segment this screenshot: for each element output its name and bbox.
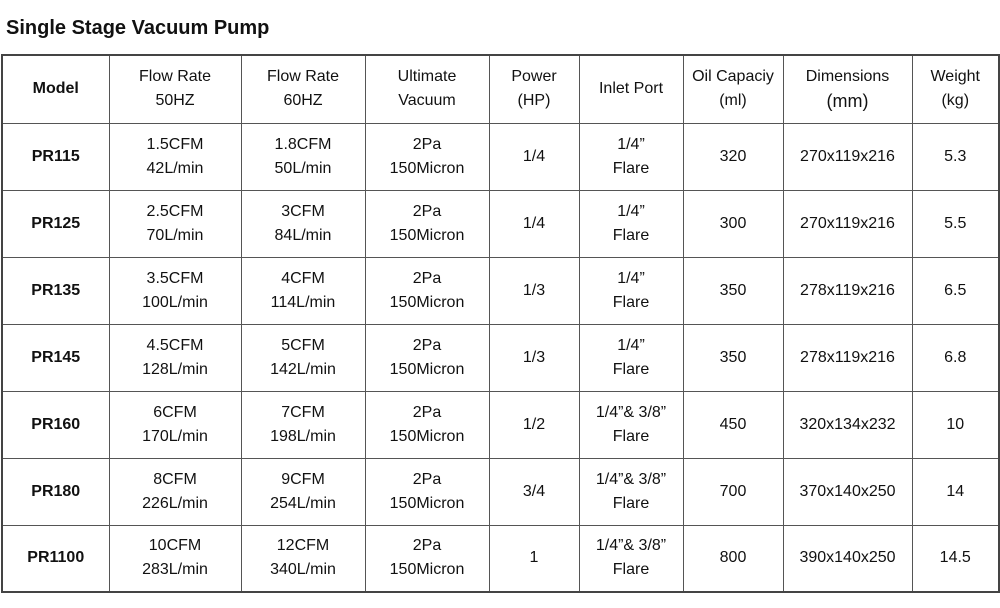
cell-flow-60hz: 4CFM 114L/min [241, 257, 365, 324]
cell-inlet-port: 1/4”& 3/8” Flare [579, 525, 683, 592]
cell-power: 1 [489, 525, 579, 592]
cell-oil-capacity: 700 [683, 458, 783, 525]
header-power: Power (HP) [489, 55, 579, 123]
cell-inlet-port: 1/4”& 3/8” Flare [579, 458, 683, 525]
cell-flow-50hz: 6CFM 170L/min [109, 391, 241, 458]
table-row [2, 525, 999, 592]
cell-ultimate-vacuum: 2Pa 150Micron [365, 458, 489, 525]
cell-dimensions: 278x119x216 [783, 257, 912, 324]
cell-dimensions: 270x119x216 [783, 123, 912, 190]
cell-dimensions: 390x140x250 [783, 525, 912, 592]
cell-flow-60hz: 7CFM 198L/min [241, 391, 365, 458]
header-weight: Weight (kg) [912, 55, 999, 123]
header-ultimate-vacuum: Ultimate Vacuum [365, 55, 489, 123]
cell-weight: 5.5 [912, 190, 999, 257]
table-row [2, 391, 999, 458]
cell-model: PR115 [2, 123, 109, 190]
cell-model: PR160 [2, 391, 109, 458]
cell-flow-60hz: 1.8CFM 50L/min [241, 123, 365, 190]
cell-power: 1/3 [489, 324, 579, 391]
table-row [2, 123, 999, 190]
cell-model: PR135 [2, 257, 109, 324]
cell-oil-capacity: 350 [683, 257, 783, 324]
cell-oil-capacity: 450 [683, 391, 783, 458]
cell-weight: 10 [912, 391, 999, 458]
cell-dimensions: 320x134x232 [783, 391, 912, 458]
cell-model: PR1100 [2, 525, 109, 592]
table-row [2, 257, 999, 324]
cell-weight: 6.8 [912, 324, 999, 391]
cell-weight: 14.5 [912, 525, 999, 592]
cell-ultimate-vacuum: 2Pa 150Micron [365, 324, 489, 391]
page-title: Single Stage Vacuum Pump [6, 17, 270, 39]
cell-power: 3/4 [489, 458, 579, 525]
cell-oil-capacity: 320 [683, 123, 783, 190]
spec-table [1, 54, 1000, 593]
cell-dimensions: 270x119x216 [783, 190, 912, 257]
cell-flow-60hz: 5CFM 142L/min [241, 324, 365, 391]
table-row [2, 324, 999, 391]
cell-power: 1/3 [489, 257, 579, 324]
table-row [2, 190, 999, 257]
header-model: Model [2, 55, 109, 123]
cell-power: 1/2 [489, 391, 579, 458]
cell-dimensions: 278x119x216 [783, 324, 912, 391]
cell-ultimate-vacuum: 2Pa 150Micron [365, 525, 489, 592]
cell-weight: 14 [912, 458, 999, 525]
cell-ultimate-vacuum: 2Pa 150Micron [365, 123, 489, 190]
table-row [2, 458, 999, 525]
cell-power: 1/4 [489, 123, 579, 190]
cell-inlet-port: 1/4” Flare [579, 190, 683, 257]
cell-flow-50hz: 1.5CFM 42L/min [109, 123, 241, 190]
header-flow-50hz: Flow Rate 50HZ [109, 55, 241, 123]
cell-dimensions: 370x140x250 [783, 458, 912, 525]
cell-flow-60hz: 9CFM 254L/min [241, 458, 365, 525]
cell-weight: 5.3 [912, 123, 999, 190]
cell-inlet-port: 1/4” Flare [579, 123, 683, 190]
cell-inlet-port: 1/4” Flare [579, 324, 683, 391]
cell-flow-50hz: 4.5CFM 128L/min [109, 324, 241, 391]
cell-oil-capacity: 350 [683, 324, 783, 391]
header-flow-60hz: Flow Rate 60HZ [241, 55, 365, 123]
cell-inlet-port: 1/4” Flare [579, 257, 683, 324]
cell-model: PR145 [2, 324, 109, 391]
cell-inlet-port: 1/4”& 3/8” Flare [579, 391, 683, 458]
header-dimensions: Dimensions (mm) [783, 55, 912, 123]
cell-model: PR125 [2, 190, 109, 257]
cell-ultimate-vacuum: 2Pa 150Micron [365, 257, 489, 324]
cell-power: 1/4 [489, 190, 579, 257]
cell-ultimate-vacuum: 2Pa 150Micron [365, 190, 489, 257]
cell-oil-capacity: 300 [683, 190, 783, 257]
cell-flow-50hz: 10CFM 283L/min [109, 525, 241, 592]
cell-ultimate-vacuum: 2Pa 150Micron [365, 391, 489, 458]
cell-flow-50hz: 3.5CFM 100L/min [109, 257, 241, 324]
cell-flow-60hz: 3CFM 84L/min [241, 190, 365, 257]
header-inlet-port: Inlet Port [579, 55, 683, 123]
header-oil-capacity: Oil Capaciy (ml) [683, 55, 783, 123]
cell-model: PR180 [2, 458, 109, 525]
cell-flow-50hz: 2.5CFM 70L/min [109, 190, 241, 257]
header-row [2, 55, 999, 123]
cell-flow-60hz: 12CFM 340L/min [241, 525, 365, 592]
cell-weight: 6.5 [912, 257, 999, 324]
cell-oil-capacity: 800 [683, 525, 783, 592]
cell-flow-50hz: 8CFM 226L/min [109, 458, 241, 525]
